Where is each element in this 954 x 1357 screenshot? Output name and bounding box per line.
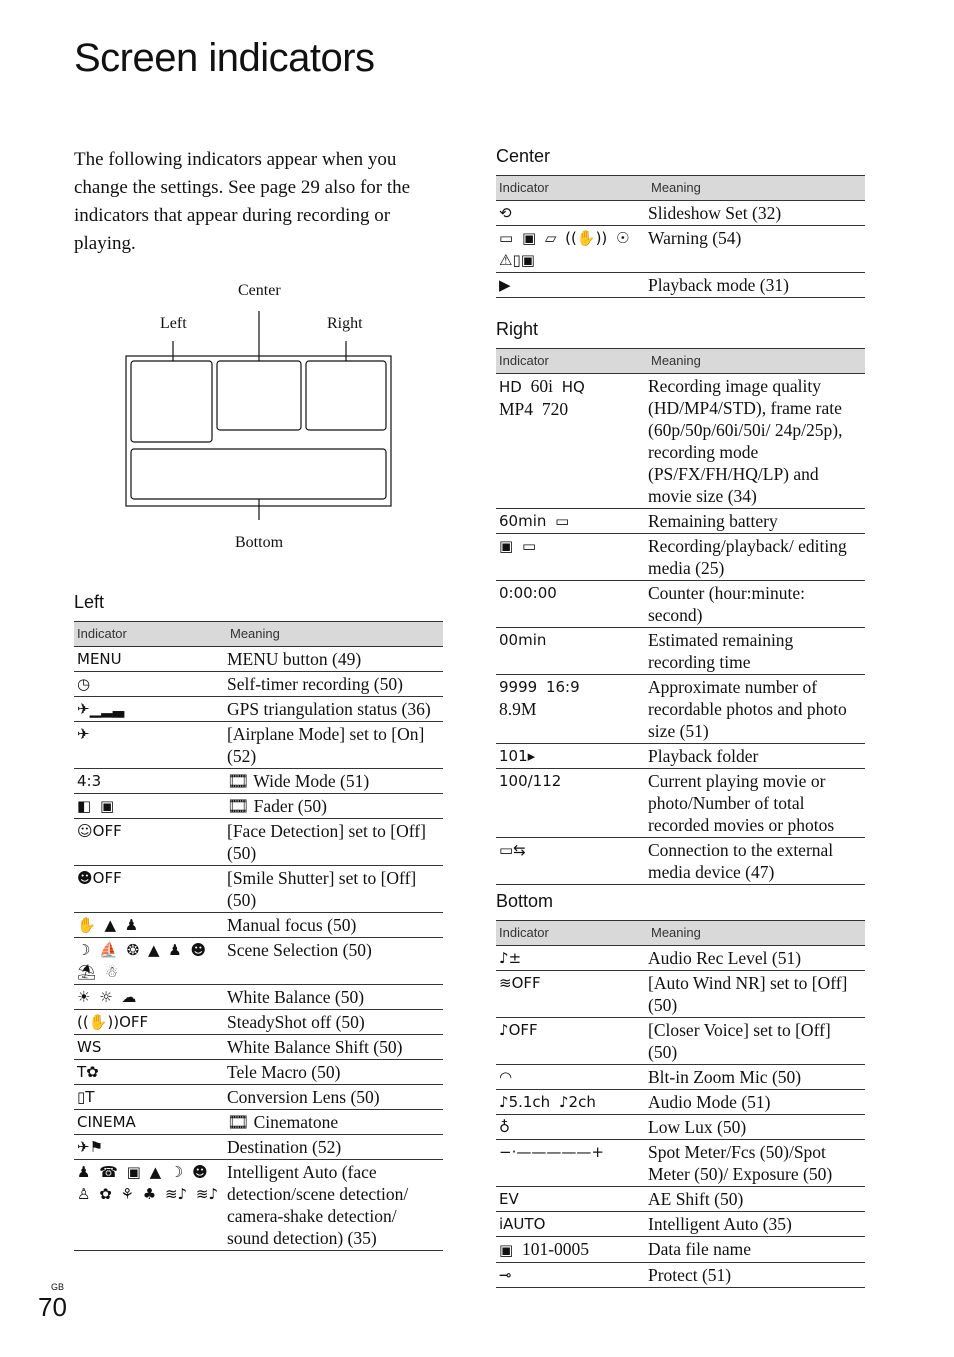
table-row <box>74 1135 443 1160</box>
table-row <box>74 647 443 672</box>
indicator-cell <box>496 1263 648 1288</box>
table-row <box>74 938 443 985</box>
table-row <box>496 1212 865 1237</box>
indicator-text: 720 <box>541 399 569 419</box>
indicator-icon: ▣ <box>499 1241 514 1259</box>
indicator-cell <box>496 534 648 581</box>
meaning-cell: Destination (52) <box>227 1135 443 1160</box>
meaning-cell: Low Lux (50) <box>648 1115 865 1140</box>
indicator-icon: HQ <box>561 378 585 396</box>
indicator-icon: −·—————+ <box>499 1143 604 1161</box>
meaning-cell: [Smile Shutter] set to [Off] (50) <box>227 866 443 913</box>
table-row <box>496 675 865 744</box>
indicator-icon: EV <box>499 1190 519 1208</box>
indicator-cell <box>74 1035 227 1060</box>
indicator-cell <box>496 675 648 744</box>
indicator-cell <box>496 1065 648 1090</box>
indicator-cell <box>74 1010 227 1035</box>
indicator-cell <box>496 374 648 509</box>
left-indicator-table <box>74 621 443 1251</box>
indicator-text: 60i <box>530 376 553 396</box>
section-heading-right: Right <box>496 319 539 339</box>
indicator-text: 8.9M <box>499 699 537 719</box>
indicator-header: Indicator <box>496 921 648 946</box>
table-row <box>74 913 443 938</box>
table-row <box>74 866 443 913</box>
diagram-label-left: Left <box>160 315 187 332</box>
table-row <box>74 769 443 794</box>
meaning-cell: Current playing movie or photo/Number of total recorded movies or photos <box>648 769 865 838</box>
indicator-icon: 60min ▭ <box>499 512 570 530</box>
indicator-cell <box>496 838 648 885</box>
meaning-cell: SteadyShot off (50) <box>227 1010 443 1035</box>
center-indicator-table <box>496 175 865 298</box>
meaning-header: Meaning <box>227 622 443 647</box>
indicator-header: Indicator <box>496 176 648 201</box>
indicator-cell <box>496 201 648 226</box>
table-row <box>496 744 865 769</box>
table-row <box>496 201 865 226</box>
meaning-cell: [Face Detection] set to [Off] (50) <box>227 819 443 866</box>
indicator-icon: ⟲ <box>499 204 512 222</box>
section-heading-left: Left <box>74 592 105 612</box>
indicator-icon: iAUTO <box>499 1215 546 1233</box>
indicator-cell <box>74 985 227 1010</box>
meaning-cell: White Balance Shift (50) <box>227 1035 443 1060</box>
indicator-cell <box>496 628 648 675</box>
meaning-cell: Self-timer recording (50) <box>227 672 443 697</box>
region-code: GB <box>51 1282 65 1292</box>
diagram-label-right: Right <box>327 315 363 332</box>
table-row <box>496 1090 865 1115</box>
indicator-icon: ✈︎▁▂▃ <box>77 700 125 718</box>
indicator-cell <box>74 866 227 913</box>
indicator-icon: 101▸ <box>499 747 536 765</box>
indicator-icon: ▭ ▣ ▱ ((✋)) ☉ ⚠▯▣ <box>499 229 630 269</box>
page-title: Screen indicators <box>74 36 375 80</box>
meaning-cell: Playback mode (31) <box>648 273 865 298</box>
meaning-cell: Protect (51) <box>648 1263 865 1288</box>
table-row <box>496 509 865 534</box>
diagram-label-center: Center <box>238 282 281 299</box>
table-row <box>496 1065 865 1090</box>
indicator-icon: ≋OFF <box>499 974 541 992</box>
meaning-cell: Data file name <box>648 1237 865 1263</box>
meaning-header: Meaning <box>648 349 865 374</box>
table-row <box>74 672 443 697</box>
meaning-cell: Intelligent Auto (face detection/scene detection/ camera-shake detection/ sound detection) (35) <box>227 1160 443 1251</box>
screen-diagram <box>120 280 410 560</box>
table-row <box>496 374 865 509</box>
indicator-icon: ♪± <box>499 949 522 967</box>
meaning-cell: 🎞 Wide Mode (51) <box>227 769 443 794</box>
table-row <box>496 838 865 885</box>
table-row <box>496 1187 865 1212</box>
table-row <box>74 819 443 866</box>
meaning-cell: Warning (54) <box>648 226 865 273</box>
meaning-cell: 🎞 Fader (50) <box>227 794 443 819</box>
table-row <box>496 534 865 581</box>
indicator-icon: T✿ <box>77 1063 99 1081</box>
meaning-cell: Tele Macro (50) <box>227 1060 443 1085</box>
indicator-cell <box>496 226 648 273</box>
section-heading-bottom: Bottom <box>496 891 554 911</box>
indicator-icon: ☽ ⛵ ❂ ▲ ♟ ☻ ⛱ ☃ <box>77 941 207 981</box>
meaning-cell: Audio Rec Level (51) <box>648 946 865 971</box>
indicator-icon: ♁ <box>499 1118 510 1136</box>
indicator-icon: ☀ ☼ ☁ <box>77 988 137 1006</box>
meaning-cell: Estimated remaining recording time <box>648 628 865 675</box>
meaning-cell: 🎞 Cinematone <box>227 1110 443 1135</box>
indicator-cell <box>74 1160 227 1251</box>
indicator-cell <box>496 509 648 534</box>
indicator-icon: 16:9 <box>545 678 580 696</box>
indicator-icon: ▶ <box>499 276 511 294</box>
indicator-cell <box>74 1135 227 1160</box>
table-row <box>74 1085 443 1110</box>
meaning-cell: [Airplane Mode] set to [On] (52) <box>227 722 443 769</box>
indicator-icon: ▣ ▭ <box>499 537 537 555</box>
indicator-icon: ▯T <box>77 1088 95 1106</box>
meaning-cell: Scene Selection (50) <box>227 938 443 985</box>
indicator-cell <box>74 697 227 722</box>
indicator-icon: ✈⚑ <box>77 1138 104 1156</box>
bottom-indicator-table <box>496 920 865 1288</box>
indicator-icon: ((✋))OFF <box>77 1013 149 1031</box>
indicator-icon: WS <box>77 1038 102 1056</box>
table-row <box>496 769 865 838</box>
indicator-cell <box>496 581 648 628</box>
indicator-cell <box>496 273 648 298</box>
indicator-icon: ☻OFF <box>77 869 122 887</box>
table-row <box>496 581 865 628</box>
meaning-cell: Slideshow Set (32) <box>648 201 865 226</box>
meaning-cell: Recording/playback/ editing media (25) <box>648 534 865 581</box>
meaning-cell: Remaining battery <box>648 509 865 534</box>
table-row <box>496 1263 865 1288</box>
diagram-label-bottom: Bottom <box>235 534 284 551</box>
indicator-icon: 0:00:00 <box>499 584 557 602</box>
meaning-cell: Manual focus (50) <box>227 913 443 938</box>
table-row <box>496 1018 865 1065</box>
indicator-icon: ◧ ▣ <box>77 797 115 815</box>
indicator-text: 101-0005 <box>521 1239 590 1259</box>
meaning-cell: Approximate number of recordable photos and photo size (51) <box>648 675 865 744</box>
indicator-cell <box>74 1085 227 1110</box>
indicator-icon: ◠ <box>499 1068 513 1086</box>
indicator-icon: 00min <box>499 631 547 649</box>
indicator-cell <box>496 1187 648 1212</box>
meaning-cell: Recording image quality (HD/MP4/STD), frame rate (60p/50p/60i/50i/ 24p/25p), recording mode (PS/FX/FH/HQ/LP) and movie size (34) <box>648 374 865 509</box>
indicator-icon: ◷ <box>77 675 91 693</box>
page-number: 70 <box>38 1292 67 1322</box>
indicator-icon: ⊸ <box>499 1266 512 1284</box>
indicator-cell <box>496 1018 648 1065</box>
intro-paragraph: The following indicators appear when you change the settings. See page 29 also for the indicators that appear during recording or playing. <box>74 149 411 254</box>
indicator-header: Indicator <box>74 622 227 647</box>
indicator-icon: ✋ ▲ ♟ <box>77 916 139 934</box>
table-row <box>74 722 443 769</box>
meaning-cell: AE Shift (50) <box>648 1187 865 1212</box>
table-row <box>496 971 865 1018</box>
meaning-cell: MENU button (49) <box>227 647 443 672</box>
section-heading-center: Center <box>496 146 551 166</box>
indicator-cell <box>496 1090 648 1115</box>
table-row <box>74 697 443 722</box>
indicator-cell <box>74 913 227 938</box>
indicator-cell <box>496 1140 648 1187</box>
table-row <box>496 273 865 298</box>
table-row <box>496 628 865 675</box>
indicator-icon: 4:3 <box>77 772 102 790</box>
indicator-cell <box>74 769 227 794</box>
table-row <box>496 1237 865 1263</box>
table-row <box>496 946 865 971</box>
indicator-icon: CINEMA <box>77 1113 136 1131</box>
table-row <box>496 226 865 273</box>
meaning-cell: [Auto Wind NR] set to [Off] (50) <box>648 971 865 1018</box>
table-row <box>496 1115 865 1140</box>
indicator-cell <box>496 971 648 1018</box>
table-row <box>74 1160 443 1251</box>
indicator-cell <box>74 1060 227 1085</box>
meaning-header: Meaning <box>648 176 865 201</box>
meaning-cell: Conversion Lens (50) <box>227 1085 443 1110</box>
table-row <box>74 985 443 1010</box>
table-row <box>496 1140 865 1187</box>
meaning-cell: [Closer Voice] set to [Off] (50) <box>648 1018 865 1065</box>
meaning-cell: Audio Mode (51) <box>648 1090 865 1115</box>
indicator-cell <box>74 794 227 819</box>
indicator-icon: ▭⇆ <box>499 841 526 859</box>
table-row <box>74 1110 443 1135</box>
meaning-cell: Blt-in Zoom Mic (50) <box>648 1065 865 1090</box>
indicator-cell <box>74 938 227 985</box>
table-row <box>74 1060 443 1085</box>
table-row <box>74 794 443 819</box>
right-indicator-table <box>496 348 865 885</box>
indicator-cell <box>74 722 227 769</box>
indicator-cell <box>496 1212 648 1237</box>
meaning-cell: Intelligent Auto (35) <box>648 1212 865 1237</box>
indicator-text: MP4 <box>499 399 534 419</box>
meaning-cell: Counter (hour:minute: second) <box>648 581 865 628</box>
indicator-cell <box>74 672 227 697</box>
indicator-icon: MENU <box>77 650 122 668</box>
table-row <box>74 1035 443 1060</box>
indicator-cell <box>496 1115 648 1140</box>
indicator-cell <box>74 647 227 672</box>
indicator-icon: 9999 <box>499 678 538 696</box>
indicator-icon: ☺OFF <box>77 822 122 840</box>
indicator-icon: ♪OFF <box>499 1021 538 1039</box>
indicator-cell <box>496 744 648 769</box>
meaning-cell: Connection to the external media device (47) <box>648 838 865 885</box>
indicator-cell <box>74 819 227 866</box>
indicator-cell <box>496 946 648 971</box>
indicator-header: Indicator <box>496 349 648 374</box>
indicator-icon: 100/112 <box>499 772 562 790</box>
indicator-icon: ✈ <box>77 725 90 743</box>
meaning-cell: GPS triangulation status (36) <box>227 697 443 722</box>
indicator-icon: ♪5.1ch ♪2ch <box>499 1093 596 1111</box>
indicator-icon: ♟ ☎ ▣ ▲ ☽ ☻ ♙ ✿ ⚘ ♣ ≋♪ ≋♪ <box>77 1163 219 1203</box>
indicator-cell <box>496 1237 648 1263</box>
indicator-icon: HD <box>499 378 522 396</box>
meaning-cell: Spot Meter/Fcs (50)/Spot Meter (50)/ Exposure (50) <box>648 1140 865 1187</box>
meaning-cell: White Balance (50) <box>227 985 443 1010</box>
table-row <box>74 1010 443 1035</box>
meaning-cell: Playback folder <box>648 744 865 769</box>
indicator-cell <box>496 769 648 838</box>
indicator-cell <box>74 1110 227 1135</box>
meaning-header: Meaning <box>648 921 865 946</box>
